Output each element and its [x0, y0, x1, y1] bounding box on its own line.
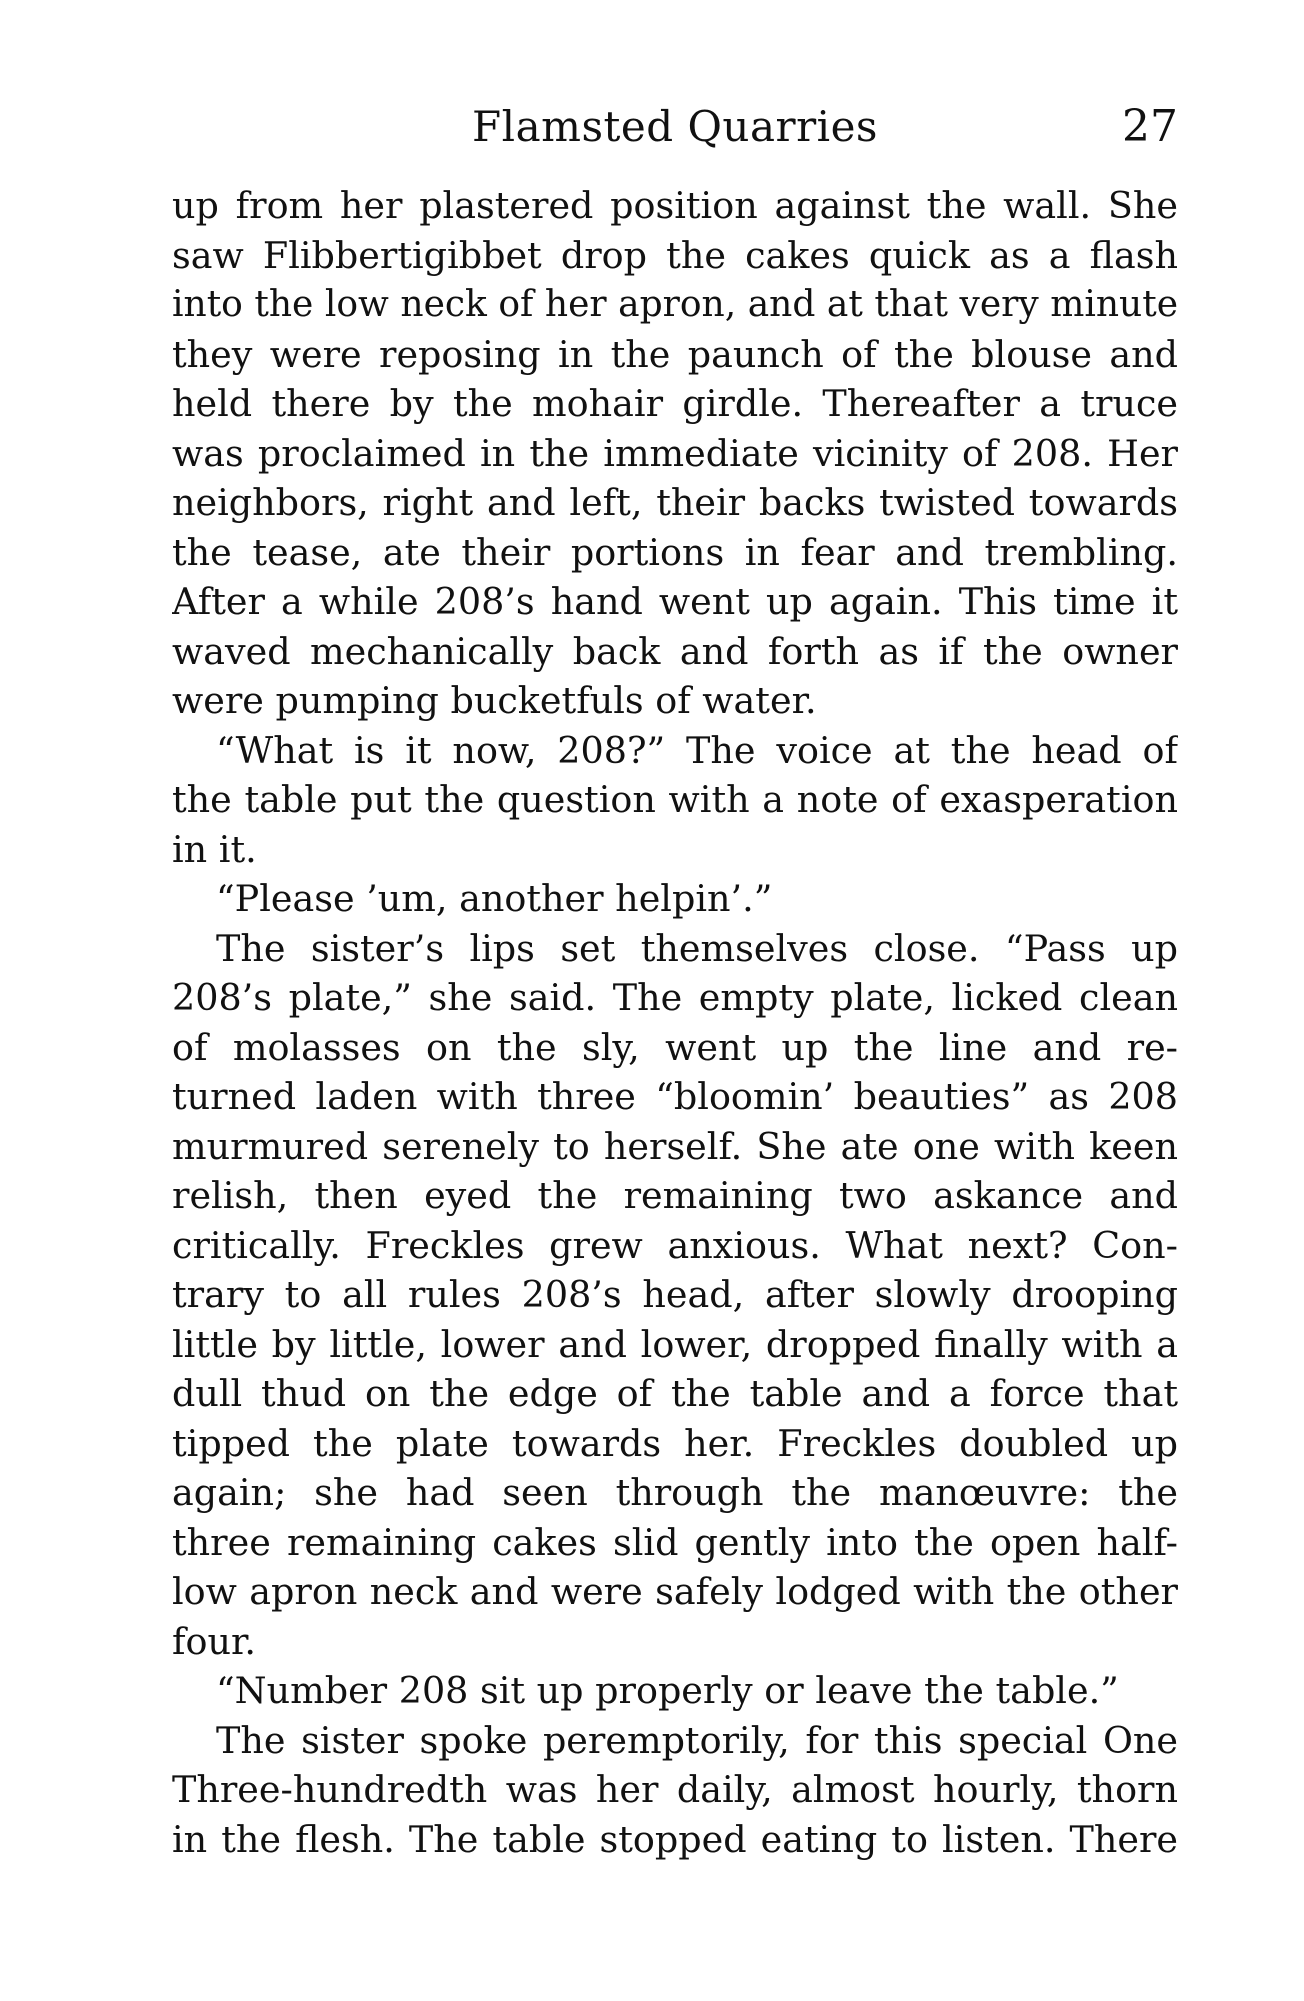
- text-line: dull thud on the edge of the table and a force that: [172, 1372, 1178, 1415]
- text-line: again; she had seen through the manœuvre: the: [172, 1471, 1178, 1514]
- text-line: neighbors, right and left, their backs twisted towards: [172, 481, 1178, 524]
- text-line: in it.: [172, 827, 257, 871]
- text-line: “Please ’um, another helpin’.”: [216, 877, 773, 920]
- text-line: little by little, lower and lower, dropped finally with a: [172, 1322, 1178, 1366]
- text-line: were pumping bucketfuls of water.: [172, 679, 817, 722]
- text-line: relish, then eyed the remaining two askance and: [172, 1174, 1178, 1217]
- text-line: into the low neck of her apron, and at that very minute: [172, 284, 1178, 325]
- chapter-title: Flamsted Quarries: [472, 102, 878, 151]
- text-line: murmured serenely to herself. She ate one with keen: [172, 1124, 1178, 1168]
- text-line: “What is it now, 208?” The voice at the head of: [216, 728, 1178, 772]
- text-line: the tease, ate their portions in fear and trembling.: [172, 530, 1178, 574]
- text-line: of molasses on the sly, went up the line and re-: [172, 1025, 1178, 1069]
- text-line: held there by the mohair girdle. Thereafter a truce: [172, 382, 1178, 425]
- text-line: was proclaimed in the immediate vicinity of 208. Her: [172, 431, 1178, 475]
- text-line: Three-hundredth was her daily, almost hourly, thorn: [172, 1768, 1178, 1811]
- text-line: low apron neck and were safely lodged with the other: [172, 1570, 1178, 1613]
- text-line: saw Flibbertigibbet drop the cakes quick as a flash: [172, 233, 1178, 277]
- text-line: tipped the plate towards her. Freckles doubled up: [172, 1421, 1178, 1465]
- text-line: four.: [172, 1619, 257, 1663]
- text-line: After a while 208’s hand went up again. This time it: [172, 580, 1178, 623]
- body-text: [172, 181, 1178, 1864]
- text-line: 208’s plate,” she said. The empty plate, licked clean: [172, 976, 1178, 1019]
- text-line: The sister spoke peremptorily, for this special One: [216, 1718, 1178, 1762]
- text-line: trary to all rules 208’s head, after slowly drooping: [172, 1273, 1178, 1316]
- text-line: in the flesh. The table stopped eating to listen. There: [172, 1817, 1178, 1861]
- text-line: “Number 208 sit up properly or leave the table.”: [216, 1669, 1119, 1712]
- text-line: up from her plastered position against the wall. She: [172, 184, 1178, 227]
- text-line: three remaining cakes slid gently into the open half-: [172, 1520, 1178, 1564]
- text-line: turned laden with three “bloomin’ beauties” as 208: [172, 1075, 1178, 1118]
- text-line: The sister’s lips set themselves close. “Pass up: [216, 926, 1178, 970]
- text-line: the table put the question with a note of exasperation: [172, 778, 1178, 821]
- text-line: critically. Freckles grew anxious. What next? Con-: [172, 1223, 1178, 1267]
- text-line: waved mechanically back and forth as if the owner: [172, 629, 1178, 673]
- text-line: they were reposing in the paunch of the blouse and: [172, 332, 1178, 376]
- page-number: 27: [1122, 101, 1178, 152]
- running-header: [172, 92, 1178, 162]
